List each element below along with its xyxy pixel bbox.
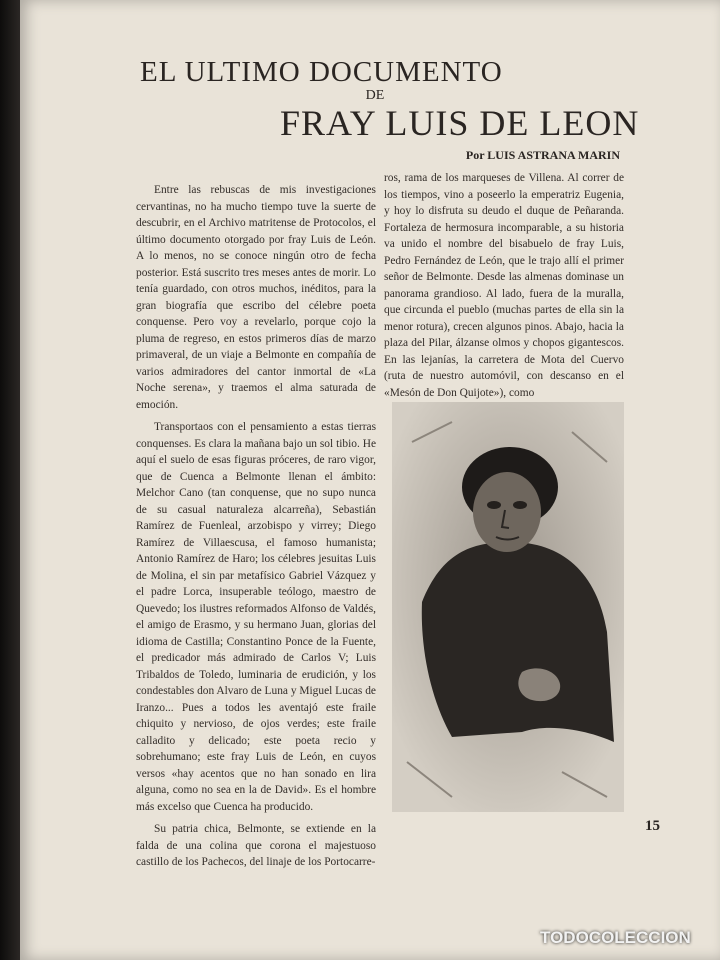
portrait-drawing <box>392 402 624 812</box>
book-spine-shadow <box>0 0 20 960</box>
author-byline: Por LUIS ASTRANA MARIN <box>465 148 620 162</box>
paragraph-continued: ros, rama de los marqueses de Villena. Al correr de los tiempos, vino a poseerlo la emperatriz Eugenia, y hoy lo disfruta su deudo el duque de Peñaranda. Fortaleza de hermosura incomparable, a su historia va unido el nombre del bisabuelo de fray Luis, Pedro Fernández de León, que le trajo allí el primer señor de Belmonte. Desde las almenas dominase un panorama grandioso. Al lado, fuera de la muralla, que circunda el pueblo (muchas partes de ella sin la menor rotura), crecen algunos pinos. Abajo, hacia la plaza del Pilar, álzanse olmos y chopos gigantescos. En las lejanías, la carretera de Mota del Cuervo (ruta de nuestro automóvil, con descanso en el «Mesón de Don Quijote»), como <box>384 172 624 399</box>
article-title-line1: EL ULTIMO DOCUMENTO <box>140 56 503 88</box>
left-text-column <box>136 182 376 877</box>
article-title-line2: FRAY LUIS DE LEON <box>280 103 640 143</box>
watermark-logo: TODOCOLECCION <box>540 928 691 947</box>
page-number: 15 <box>645 818 660 834</box>
paragraph-1: Entre las rebuscas de mis investigaciones cervantinas, no ha mucho tiempo tuve la suerte de descubrir, en el Archivo matritense de Protocolos, el último documento otorgado por fray Luis de León. A lo menos, no se conoce ningún otro de fecha posterior. Está suscrito tres meses antes de morir. Lo tenía guardado, con otros muchos, inéditos, para la gran biografía que escribo del célebre poeta conquense. Pero voy a revelarlo, porque cojo la pluma de regreso, en estos primeros días de marzo primaveral, de un viaje a Belmonte en compañía de varios admiradores del cantor inmortal de «La Noche serena», y traemos el alma saturada de emoción. <box>136 184 376 411</box>
right-text-column <box>384 170 624 407</box>
portrait-illustration <box>392 402 624 812</box>
paragraph-2: Transportaos con el pensamiento a estas tierras conquenses. Es clara la mañana bajo un sol tibio. He aquí el suelo de esas figuras próceres, de raro vigor, que de Cuenca a Belmonte llenan el ámbito: Melchor Cano (tan conquense, que no supo nunca de su casual naturaleza alcarreña), Sebastián Ramírez de Fuenleal, arzobispo y virrey; Diego Ramírez de Villaescusa, el famoso humanista; Antonio Ramírez de Haro; los célebres jesuitas Luis de Molina, el sin par metafísico Gabriel Vázquez y el padre Lorca, insuperable teólogo, maestro de Quevedo; los ilustres reformados Alfonso de Valdés, el amigo de Erasmo, y su hermano Juan, glorias del idioma de Castilla; Constantino Ponce de la Fuente, el predicador más admirado de Carlos V; Luis Tribaldos de Toledo, luminaria de erudición, y los condestables don Alvaro de Luna y Miguel Lucas de Iranzo... Pues a todos les aventajó este fraile chiquito y nervioso, de ojos verdes; este fraile calladito y delicado; este poeta recio y sobrehumano; este fray Luis de León, en cuyos versos «hay acentos que no han sonado en lira alguna, como no sea en la de David». Es el hombre más excelso que Cuenca ha producido. <box>136 421 376 813</box>
article-title-de: DE <box>365 88 385 103</box>
paragraph-3: Su patria chica, Belmonte, se extiende en la falda de una colina que corona el majestuoso castillo de los Pachecos, del linaje de los Portocarre- <box>136 823 376 868</box>
